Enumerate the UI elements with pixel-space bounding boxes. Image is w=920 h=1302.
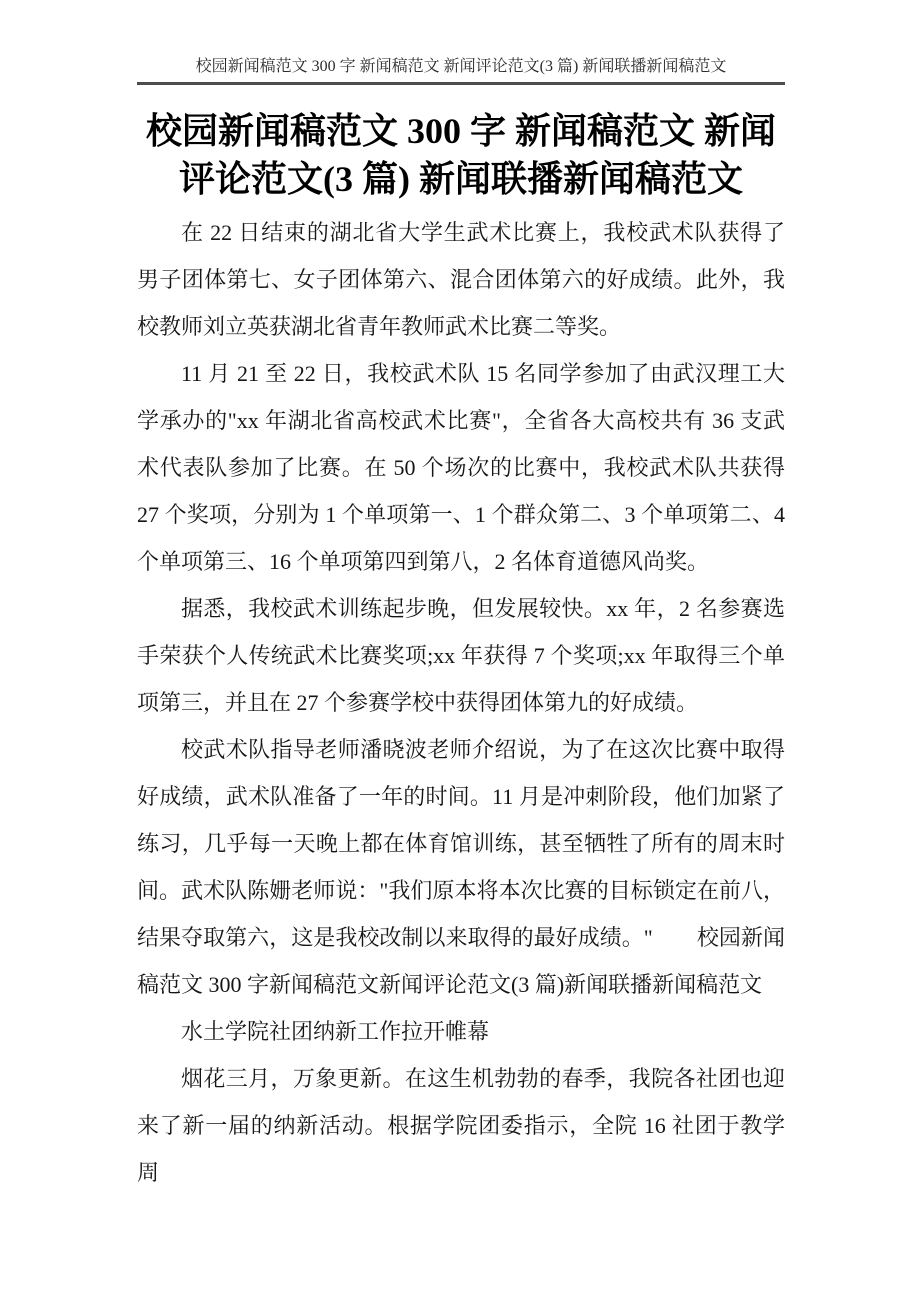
page-header-text: 校园新闻稿范文 300 字 新闻稿范文 新闻评论范文(3 篇) 新闻联播新闻稿范文 — [195, 58, 727, 75]
page-header — [137, 0, 785, 85]
document-title-line1: 校园新闻稿范文 300 字 新闻稿范文 新闻 — [145, 111, 776, 151]
document-title — [132, 107, 790, 203]
body-paragraph: 烟花三月，万象更新。在这生机勃勃的春季，我院各社团也迎来了新一届的纳新活动。根据学院团委指示，全院 16 社团于教学周 — [137, 1066, 785, 1185]
body-paragraph: 在 22 日结束的湖北省大学生武术比赛上，我校武术队获得了男子团体第七、女子团体第六、混合团体第六的好成绩。此外，我校教师刘立英获湖北省青年教师武术比赛二等奖。 — [137, 220, 785, 339]
document-body — [137, 209, 785, 1196]
document-title-line2: 评论范文(3 篇) 新闻联播新闻稿范文 — [179, 159, 743, 199]
body-paragraph: 据悉，我校武术训练起步晚，但发展较快。xx 年，2 名参赛选手荣获个人传统武术比赛奖项;xx 年获得 7 个奖项;xx 年取得三个单项第三，并且在 27 个参赛学校中获得团体第九的好成绩。 — [137, 596, 785, 715]
body-paragraph: 11 月 21 至 22 日，我校武术队 15 名同学参加了由武汉理工大学承办的"xx 年湖北省高校武术比赛"，全省各大高校共有 36 支武术代表队参加了比赛。在 50 个场次的比赛中，我校武术队共获得 27 个奖项，分别为 1 个单项第一、1 个群众第二、3 个单项第二、4 个单项第三、16 个单项第四到第八，2 名体育道德风尚奖。 — [137, 361, 785, 574]
body-paragraph: 校武术队指导老师潘晓波老师介绍说，为了在这次比赛中取得好成绩，武术队准备了一年的时间。11 月是冲刺阶段，他们加紧了练习，几乎每一天晚上都在体育馆训练，甚至牺牲了所有的周末时间。武术队陈姗老师说："我们原本将本次比赛的目标锁定在前八，结果夺取第六，这是我校改制以来取得的最好成绩。" 校园新闻稿范文 300 字新闻稿范文新闻评论范文(3 篇)新闻联播新闻稿范文 — [137, 737, 785, 997]
body-paragraph: 水土学院社团纳新工作拉开帷幕 — [181, 1019, 490, 1044]
